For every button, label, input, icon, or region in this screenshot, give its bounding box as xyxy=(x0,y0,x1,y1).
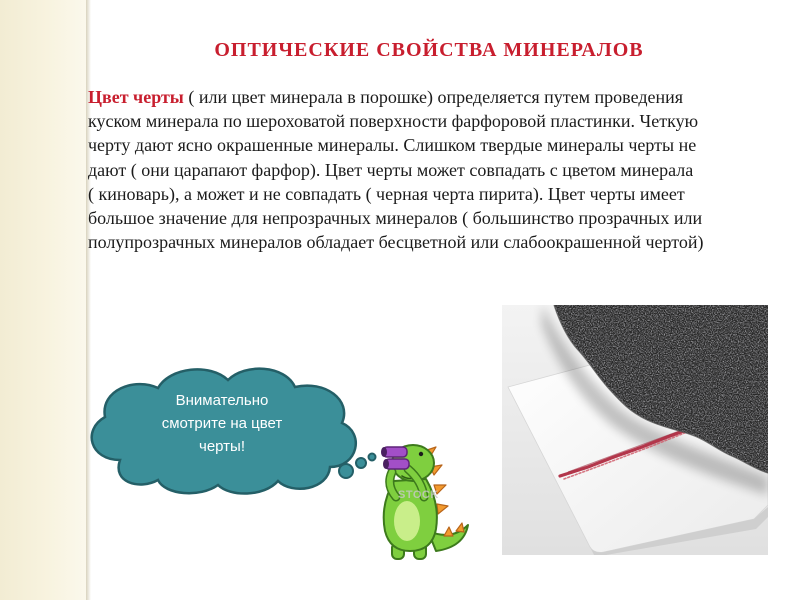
body-text xyxy=(88,85,793,254)
body-line: черту дают ясно окрашенные минералы. Слишком твердые минералы черты не xyxy=(88,135,697,156)
body-line: дают ( они царапают фарфор). Цвет черты может совпадать с цветом минерала xyxy=(88,159,694,180)
thought-bubble xyxy=(339,464,353,478)
callout-line: Внимательно xyxy=(175,392,269,409)
left-decor-strip xyxy=(0,0,86,600)
thought-cloud xyxy=(92,369,356,494)
body-line: куском минерала по шероховатой поверхности фарфоровой пластинки. Четкую xyxy=(88,111,699,132)
callout-line: черты! xyxy=(199,438,245,455)
dino-belly xyxy=(394,501,420,541)
thought-bubble xyxy=(369,454,376,461)
binocular-lens xyxy=(383,459,389,469)
body-line: ( киноварь), а может и не совпадать ( черная черта пирита). Цвет черты имеет xyxy=(88,183,685,204)
body-line xyxy=(88,85,793,109)
body-line: полупрозрачных минералов обладает бесцветной или слабоокрашенной чертой) xyxy=(88,232,704,253)
callout-illustration xyxy=(80,355,480,565)
stock-watermark: STOCK xyxy=(398,489,439,501)
streak-plate-icon xyxy=(502,305,768,555)
dino-eye xyxy=(419,452,423,456)
binocular-lens xyxy=(381,447,387,457)
callout-line: смотрите на цвет xyxy=(161,415,283,432)
body-line-text: ( или цвет минерала в порошке) определяется путем проведения xyxy=(183,87,684,107)
thought-bubble xyxy=(356,458,366,468)
term-highlight: Цвет черты xyxy=(88,87,184,107)
dinosaur-icon xyxy=(381,445,468,559)
slide-title: ОПТИЧЕСКИЕ СВОЙСТВА МИНЕРАЛОВ xyxy=(214,39,644,61)
body-line: большое значение для непрозрачных минералов ( большинство прозрачных или xyxy=(88,208,703,229)
